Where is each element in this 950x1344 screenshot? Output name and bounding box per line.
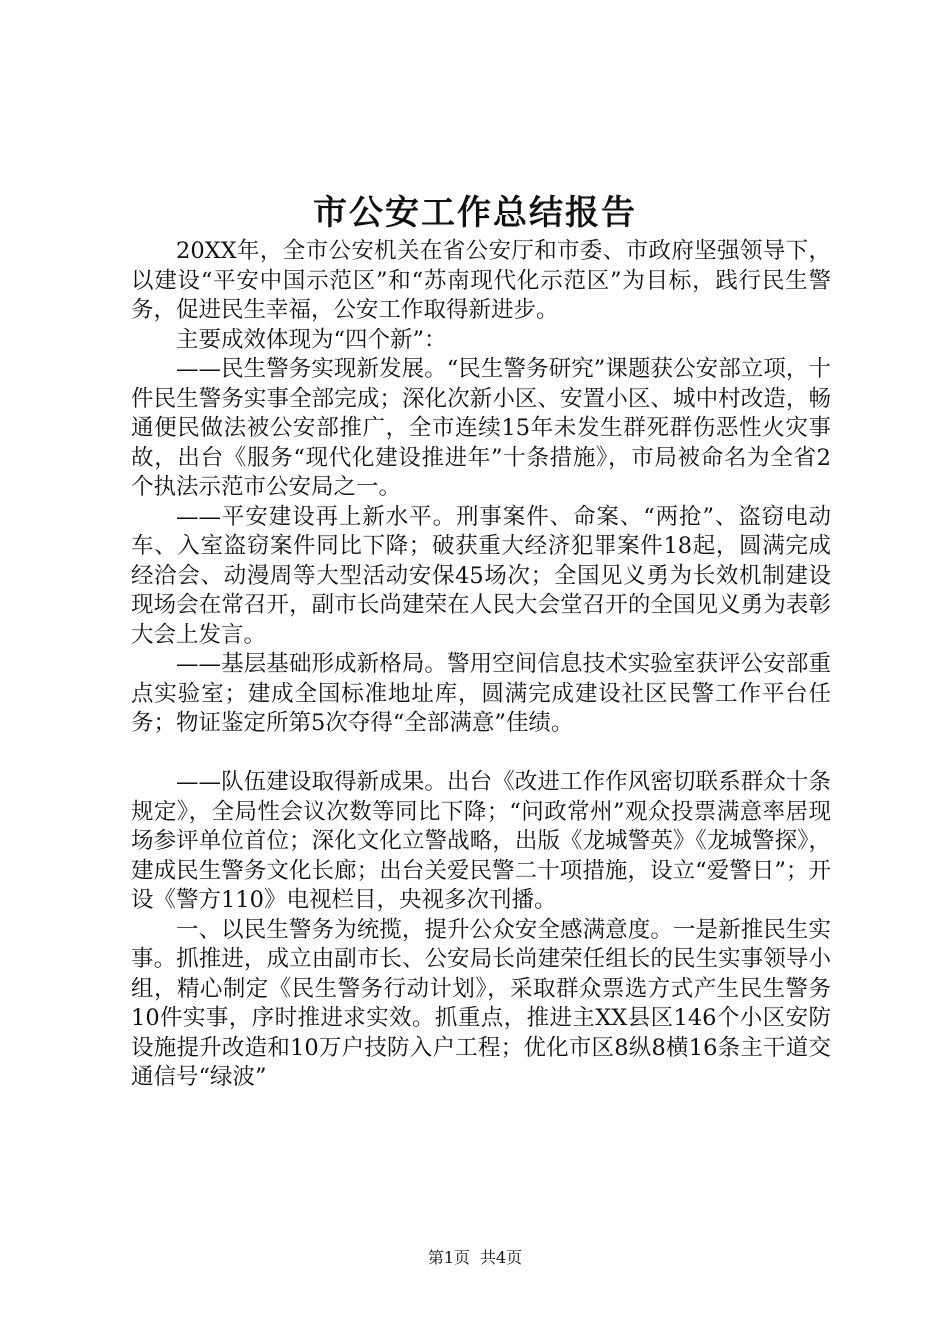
body-paragraph: ——基层基础形成新格局。警用空间信息技术实验室获评公安部重点实验室；建成全国标准地址库，圆满完成建设社区民警工作平台任务；物证鉴定所第5次夺得“全部满意”佳绩。 [131, 651, 831, 736]
body-paragraph: 一、以民生警务为统揽，提升公众安全感满意度。一是新推民生实事。抓推进，成立由副市长、公安局长尚建荣任组长的民生实事领导小组，精心制定《民生警务行动计划》，采取群众票选方式产生民生警务10件实事，序时推进求实效。抓重点，推进主XX县区146个小区安防设施提升改造和10万户技防入户工程；优化市区8纵8横16条主干道交通信号“绿波” [131, 916, 831, 1090]
page-number-footer [0, 1245, 950, 1268]
body-paragraph: 主要成效体现为“四个新”： [176, 326, 447, 353]
body-paragraph: 20XX年，全市公安机关在省公安厅和市委、市政府坚强领导下，以建设“平安中国示范区”和“苏南现代化示范区”为目标，践行民生警务，促进民生幸福，公安工作取得新进步。 [131, 238, 831, 323]
document-title: 市公安工作总结报告 [313, 193, 637, 233]
body-paragraph: ——民生警务实现新发展。“民生警务研究”课题获公安部立项，十件民生警务实事全部完成；深化次新小区、安置小区、城中村改造，畅通便民做法被公安部推广，全市连续15年未发生群死群伤恶性火灾事故，出台《服务“现代化建设推进年”十条措施》，市局被命名为全省2个执法示范市公安局之一。 [131, 356, 831, 500]
page-total: 共4页 [480, 1248, 523, 1267]
body-paragraph: ——平安建设再上新水平。刑事案件、命案、“两抢”、盗窃电动车、入室盗窃案件同比下降；破获重大经济犯罪案件18起，圆满完成经洽会、动漫周等大型活动安保45场次；全国见义勇为长效机制建设现场会在常召开，副市长尚建荣在人民大会堂召开的全国见义勇为表彰大会上发言。 [131, 503, 831, 648]
document-body [131, 237, 831, 1093]
page-number: 第1页 [427, 1248, 470, 1267]
body-paragraph: ——队伍建设取得新成果。出台《改进工作作风密切联系群众十条规定》，全局性会议次数等同比下降；“问政常州”观众投票满意率居现场参评单位首位；深化文化立警战略，出版《龙城警英》《龙城警探》，建成民生警务文化长廊；出台关爱民警二十项措施，设立“爱警日”；开设《警方110》电视栏目，央视多次刊播。 [131, 769, 831, 913]
